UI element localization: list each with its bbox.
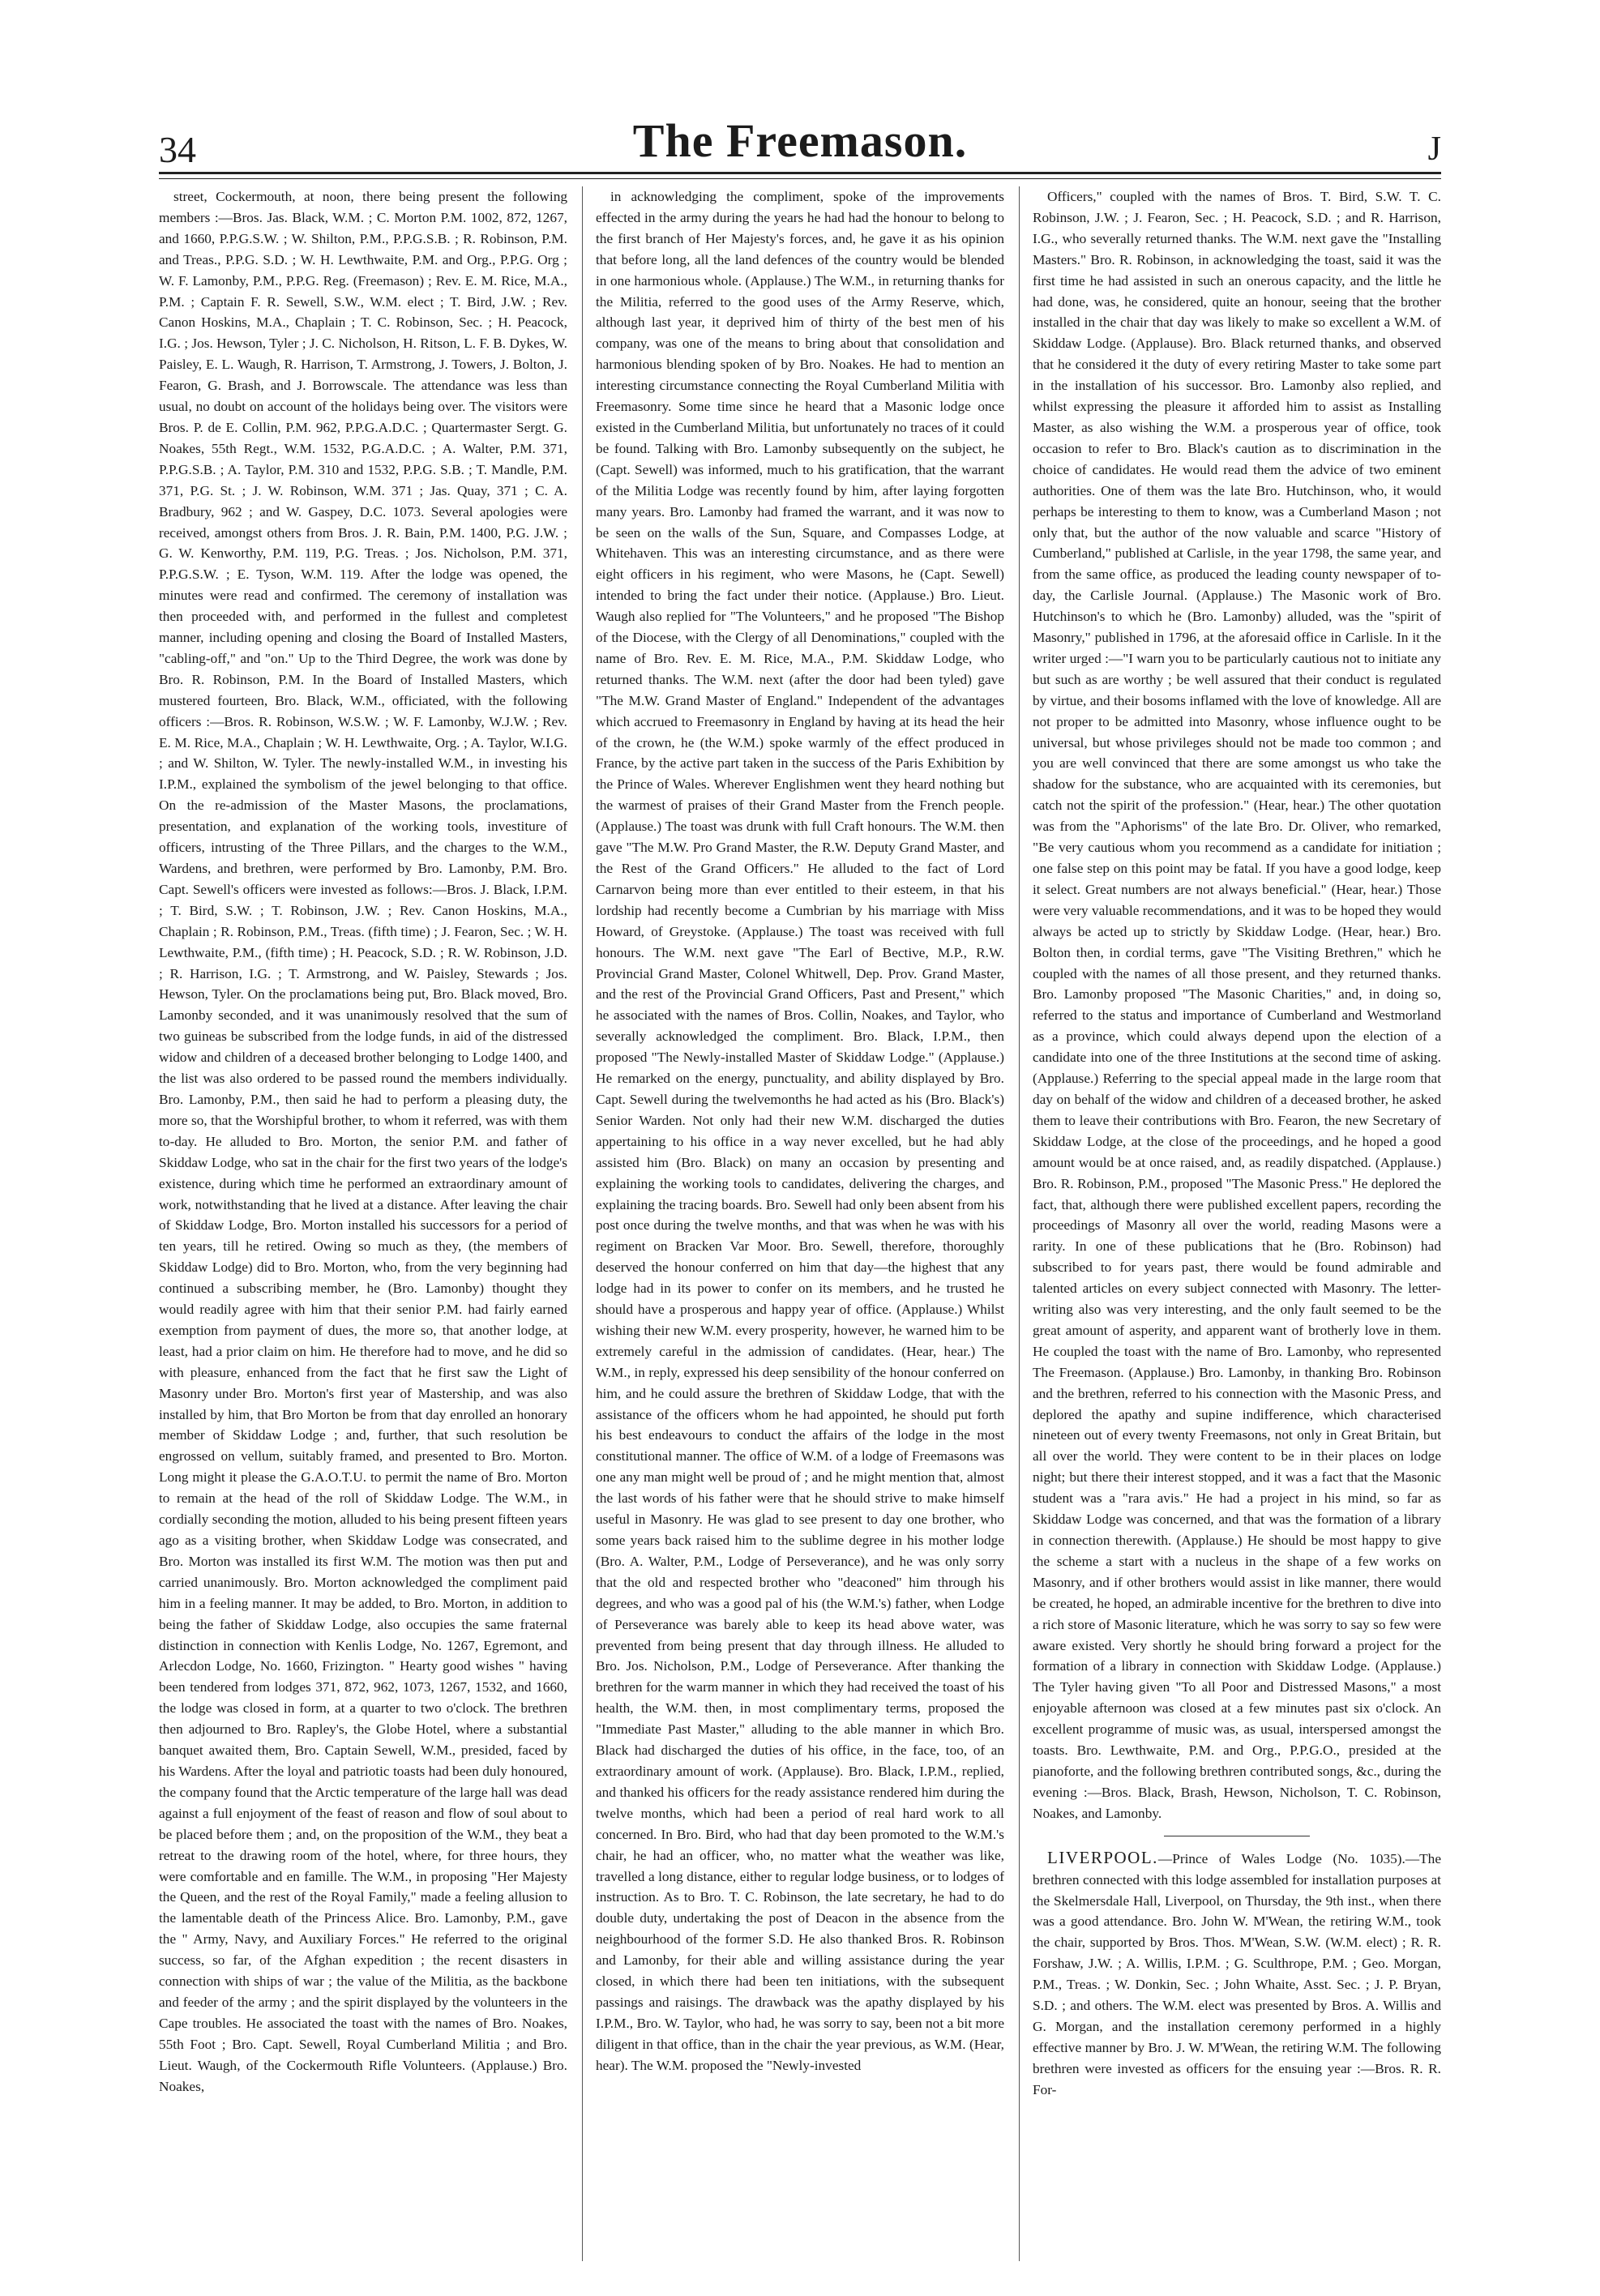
liverpool-paragraph xyxy=(1033,1848,1441,2101)
page-number: 34 xyxy=(159,129,196,170)
article-column-3 xyxy=(1033,186,1441,2261)
article-column-2 xyxy=(596,186,1004,2261)
month-mark: J xyxy=(1427,130,1441,168)
liverpool-report xyxy=(1033,1848,1441,2261)
column-2-text: in acknowledging the compliment, spoke of the improvements effected in the army during the years he had had the honour to belong to the first branch of Her Majesty's forces, and, he gave it as his opinion that before long, all the land defences of the country would be blended in one harmonious whole. (Applause.) The W.M., in returning thanks for the Militia, referred to the good uses of the Army Reserve, which, although last year, it deprived him of thirty of the best men of his company, was one of the means to bring about that consolidation and harmonious blending spoken of by Bro. Noakes. He had to mention an interesting circumstance connecting the Royal Cumberland Militia with Freemasonry. Some time since he heard that a Masonic lodge once existed in the Cumberland Militia, but unfortunately no traces of it could be found. Talking with Bro. Lamonby subsequently on the subject, he (Capt. Sewell) was informed, much to his gratification, that the warrant of the Militia Lodge was recently found by him, after laying forgotten many years. Bro. Lamonby had framed the warrant, and it was now to be seen on the walls of the Sun, Square, and Compasses Lodge, at Whitehaven. This was an interesting circumstance, and as there were eight officers in his regiment, who were Masons, he (Capt. Sewell) intended to bring the fact under their notice. (Applause.) Bro. Lieut. Waugh also replied for "The Volunteers," and he proposed "The Bishop of the Diocese, with the Clergy of all Denominations," coupled with the name of Bro. Rev. E. M. Rice, M.A., P.M. Skiddaw Lodge, who returned thanks. The W.M. next (after the door had been tyled) gave "The M.W. Grand Master of England." Independent of the advantages which accrued to Freemasonry in England by having at its head the heir of the crown, he (the W.M.) spoke warmly of the effect produced in France, by the active part taken in the success of the Paris Exhibition by the Prince of Wales. Wherever Englishmen went they heard nothing but the warmest of praises of their Grand Master from the French people. (Applause.) The toast was drunk with full Craft honours. The W.M. then gave "The M.W. Pro Grand Master, the R.W. Deputy Grand Master, and the Rest of the Grand Officers." He alluded to the fact of Lord Carnarvon being more than ever entitled to their esteem, in that his lordship had recently become a Cumbrian by his marriage with Miss Howard, of Greystoke. (Applause.) The toast was received with full honours. The W.M. next gave "The Earl of Bective, M.P., R.W. Provincial Grand Master, Colonel Whitwell, Dep. Prov. Grand Master, and the rest of the Provincial Grand Officers, Past and Present," which he associated with the names of Bros. Collin, Noakes, and Taylor, who severally acknowledged the compliment. Bro. Black, I.P.M., then proposed "The Newly-installed Master of Skiddaw Lodge." (Applause.) He remarked on the energy, punctuality, and ability displayed by Bro. Capt. Sewell during the twelvemonths he had acted as his (Bro. Black's) Senior Warden. Not only had their new W.M. discharged the duties appertaining to his office in a way never excelled, but he had ably assisted him (Bro. Black) on many an occasion by presenting and explaining the working tools to candidates, delivering the charges, and explaining the tracing boards. Bro. Sewell had only been absent from his post once during the twelve months, and that was when he was with his regiment on Bracken Var Moor. Bro. Sewell, therefore, thoroughly deserved the honour conferred on him that day—the highest that any lodge had in its power to confer on its members, and he trusted he should have a prosperous and happy year of office. (Applause.) Whilst wishing their new W.M. every prosperity, however, he warned him to be extremely careful in the admission of candidates. (Hear, hear.) The W.M., in reply, expressed his deep sensibility of the honour conferred on him, and he could assure the brethren of Skiddaw Lodge, that with the assistance of the officers whom he had appointed, he should put forth his best endeavours to conduct the affairs of the lodge in the most constitutional manner. The office of W.M. of a lodge of Freemasons was one any man might well be proud of ; and he might mention that, almost the last words of his father were that he should strive to make himself useful in Masonry. He was glad to see present to day one brother, who some years back raised him to the sublime degree in his mother lodge (Bro. A. Walter, P.M., Lodge of Perseverance), and he was only sorry that the old and respected brother who "deaconed" him through his degrees, and who was a good pal of his (the W.M.'s) father, when Lodge of Perseverance was barely able to keep its head above water, was prevented from being present that day through illness. He alluded to Bro. Jos. Nicholson, P.M., Lodge of Perseverance. After thanking the brethren for the warm manner in which they had received the toast of his health, the W.M. then, in most complimentary terms, proposed the "Immediate Past Master," alluding to the able manner in which Bro. Black had discharged the duties of his office, in the face, too, of an extraordinary amount of work. (Applause). Bro. Black, I.P.M., replied, and thanked his officers for the ready assistance rendered him during the twelve months, which had been a period of real hard work to all concerned. In Bro. Bird, who had that day been promoted to the W.M.'s chair, he had an officer, who, no matter what the weather was like, travelled a long distance, either to regular lodge business, or to lodges of instruction. As to Bro. T. C. Robinson, the late secretary, he had to do double duty, undertaking the post of Deacon in the absence from the neighbourhood of the former S.D. He also thanked Bros. R. Robinson and Lamonby, for their able and willing assistance during the year closed, in which there had been ten initiations, with the subsequent passings and raisings. The drawback was the apathy displayed by his I.P.M., Bro. W. Taylor, who had, he was sorry to say, been not a bit more diligent in that office, than in the chair the year previous, as W.M. (Hear, hear). The W.M. proposed the "Newly-invested xyxy=(596,189,1004,2073)
section-heading: LIVERPOOL. xyxy=(1047,1847,1158,1867)
newspaper-title: The Freemason. xyxy=(632,114,968,167)
section-subheading: —Prince of Wales Lodge xyxy=(1157,1850,1322,1866)
masthead-rule-thin xyxy=(159,178,1441,179)
masthead xyxy=(159,113,1441,170)
masthead-rule-thick xyxy=(159,172,1441,174)
column-3-text: Officers," coupled with the names of Bros. T. Bird, S.W. T. C. Robinson, J.W. ; J. Fearon, Sec. ; H. Peacock, S.D. ; and R. Harrison, I.G., who severally returned thanks. The W.M. next gave the "Installing Masters." Bro. R. Robinson, in acknowledging the toast, said it was the first time he had assisted in such an onerous capacity, and the little he had done, was, he considered, quite an honour, seeing that the brother installed in the chair that day was likely to make so excellent a W.M. of Skiddaw Lodge. (Applause). Bro. Black returned thanks, and observed that he considered it the duty of every retiring Master to take some part in the installation of his successor. Bro. Lamonby also replied, and whilst expressing the pleasure it afforded him to assist as Installing Master, as also wishing the W.M. a prosperous year of office, took occasion to refer to Bro. Black's caution as to discrimination in the choice of candidates. He would read them the advice of two eminent authorities. One of them was the late Bro. Hutchinson, who, it would perhaps be interesting to them to know, was a Cumberland Mason ; not only that, but the author of the now valuable and scarce "History of Cumberland," published at Carlisle, in the year 1798, the same year, and from the same office, as produced the leading county newspaper of to-day, the Carlisle Journal. (Applause.) The Masonic work of Bro. Hutchinson's to which he (Bro. Lamonby) alluded, was the "spirit of Masonry," published in 1796, at the aforesaid office in Carlisle. In it the writer urged :—"I warn you to be particularly cautious not to initiate any but such as are worthy ; be well assured that their conduct is regulated by virtue, and their bosoms inflamed with the love of knowledge. All are not proper to be admitted into Masonry, whose influence ought to be universal, but whose privileges should not be made too common ; and you are well convinced that there are some amongst us who take the shadow for the substance, who are acquainted with its ceremonies, but catch not the spirit of the profession." (Hear, hear.) The other quotation was from the "Aphorisms" of the late Bro. Dr. Oliver, who remarked, "Be very cautious whom you recommend as a candidate for initiation ; one false step on this point may be fatal. If you have a good lodge, keep it select. Great numbers are not always beneficial." (Hear, hear.) Those were very valuable recommendations, and it was to be hoped they would always be acted up to strictly by Skiddaw Lodge. (Hear, hear.) Bro. Bolton then, in cordial terms, gave "The Visiting Brethren," which he coupled with the names of all those present, and they returned thanks. Bro. Lamonby proposed "The Masonic Charities," and, in doing so, referred to the status and importance of Cumberland and Westmorland as a province, which could always depend upon the election of a candidate into one of the three Institutions at the second time of asking. (Applause.) Referring to the special appeal made in the large room that day on behalf of the widow and children of a deceased brother, he asked them to leave their contributions with Bro. Fearon, the new Secretary of Skiddaw Lodge, at the close of the proceedings, and he hoped a good amount would be at once raised, and, as readily dispatched. (Applause.) Bro. R. Robinson, P.M., proposed "The Masonic Press." He deplored the fact, that, although there were published excellent papers, recording the proceedings of Masonry all over the world, reading Masons were a rarity. In one of these publications that he (Bro. Robinson) had subscribed to for years past, there would be found admirable and talented articles on every subject connected with Masonry. The letter-writing also was very interesting, and the only fault seemed to be the great amount of asperity, and apparent want of brotherly love in them. He coupled the toast with the name of Bro. Lamonby, who represented The Freemason. (Applause.) Bro. Lamonby, in thanking Bro. Robinson and the brethren, referred to his connection with the Masonic Press, and deplored the apathy and supine indifference, which characterised nineteen out of every twenty Freemasons, not only in Great Britain, but all over the world. They were content to be in their places on lodge night; but there their interest stopped, and it was a fact that the Masonic student was a "rara avis." He had a project in his mind, so far as Skiddaw Lodge was concerned, and that was the formation of a library in connection therewith. (Applause.) He should be most happy to give the scheme a start with a nucleus in the shape of a few works on Masonry, and if other brothers would assist in like manner, there would be created, he hoped, an admirable incentive for the brethren to dive into a rich store of Masonic literature, which he was sorry to say so few were aware existed. Very shortly he should bring forward a project for the formation of a library in connection with Skiddaw Lodge. (Applause.) The Tyler having given "To all Poor and Distressed Masons," a most enjoyable afternoon was closed at a few minutes past six o'clock. An excellent programme of music was, as usual, interspersed amongst the toasts. Bro. Lewthwaite, P.M. and Org., P.P.G.O., presided at the pianoforte, and the following brethren contributed songs, &c., during the evening :—Bros. Black, Brash, Hewson, Nicholson, T. C. Robinson, Noakes, and Lamonby. xyxy=(1033,189,1441,1821)
column-1-text: street, Cockermouth, at noon, there being present the following members :—Bros. Jas. Black, W.M. ; C. Morton P.M. 1002, 872, 1267, and 1660, P.P.G.S.W. ; W. Shilton, P.M., P.P.G.S.B. ; R. Robinson, P.M. and Treas., P.P.G. S.D. ; W. H. Lewthwaite, P.M. and Org., P.P.G. Org ; W. F. Lamonby, P.M., P.P.G. Reg. (Freemason) ; Rev. E. M. Rice, M.A., P.M. ; Captain F. R. Sewell, S.W., W.M. elect ; T. Bird, J.W. ; Rev. Canon Hoskins, M.A., Chaplain ; T. C. Robinson, Sec. ; H. Peacock, I.G. ; Jos. Hewson, Tyler ; J. C. Nicholson, H. Ritson, L. F. B. Dykes, W. Paisley, E. L. Waugh, R. Harrison, T. Armstrong, J. Towers, J. Bolton, J. Fearon, G. Brash, and J. Borrowscale. The attendance was less than usual, no doubt on account of the holidays being over. The visitors were Bros. P. de E. Collin, P.M. 962, P.P.G.A.D.C. ; Quartermaster Sergt. G. Noakes, 55th Regt., W.M. 1532, P.G.A.D.C. ; A. Walter, P.M. 371, P.P.G.S.B. ; A. Taylor, P.M. 310 and 1532, P.P.G. S.B. ; T. Mandle, P.M. 371, P.G. St. ; J. W. Robinson, W.M. 371 ; Jas. Quay, 371 ; C. A. Bradbury, 962 ; and W. Gaspey, D.C. 1073. Several apologies were received, amongst others from Bros. J. R. Bain, P.M. 1400, P.G. J.W. ; G. W. Kenworthy, P.M. 119, P.G. Treas. ; Jos. Nicholson, P.M. 371, P.P.G.S.W. ; E. Tyson, W.M. 119. After the lodge was opened, the minutes were read and confirmed. The ceremony of installation was then proceeded with, and performed in the fullest and completest manner, including opening and closing the Board of Installed Masters, "cabling-off," and "on." Up to the Third Degree, the work was done by Bro. R. Robinson, P.M. In the Board of Installed Masters, which mustered fourteen, Bro. Black, W.M., officiated, with the following officers :—Bros. R. Robinson, W.S.W. ; W. F. Lamonby, W.J.W. ; Rev. E. M. Rice, M.A., Chaplain ; W. H. Lewthwaite, Org. ; A. Taylor, W.I.G. ; and W. Shilton, W. Tyler. The newly-installed W.M., in investing his I.P.M., explained the symbolism of the jewel belonging to that office. On the re-admission of the Master Masons, the proclamations, presentation, and explanation of the working tools, investiture of officers, intrusting of the Three Pillars, and the charges to the W.M., Wardens, and brethren, were performed by Bro. Lamonby, P.M. Bro. Capt. Sewell's officers were invested as follows:—Bros. J. Black, I.P.M. ; T. Bird, S.W. ; T. Robinson, J.W. ; Rev. Canon Hoskins, M.A., Chaplain ; R. Robinson, P.M., Treas. (fifth time) ; J. Fearon, Sec. ; W. H. Lewthwaite, P.M., (fifth time) ; H. Peacock, S.D. ; R. W. Robinson, J.D. ; R. Harrison, I.G. ; T. Armstrong, and W. Paisley, Stewards ; Jos. Hewson, Tyler. On the proclamations being put, Bro. Black moved, Bro. Lamonby seconded, and it was unanimously resolved that the sum of two guineas be subscribed from the lodge funds, in aid of the distressed widow and children of a deceased brother belonging to Lodge 1400, and the list was also ordered to be passed round the members individually. Bro. Lamonby, P.M., then said he had to perform a pleasing duty, the more so, that the Worshipful brother, to whom it referred, was with them to-day. He alluded to Bro. Morton, the senior P.M. and father of Skiddaw Lodge, who sat in the chair for the first two years of the lodge's existence, during which time he performed an extraordinary amount of work, notwithstanding that he lived at a distance. After leaving the chair of Skiddaw Lodge, Bro. Morton installed his successors for a period of ten years, till he retired. Owing so much as they, (the members of Skiddaw Lodge) did to Bro. Morton, who, from the very beginning had continued a subscribing member, he (Bro. Lamonby) thought they would readily agree with him that their senior P.M. had fairly earned exemption from payment of dues, the more so, that another lodge, at least, had a prior claim on him. He therefore had to move, and he did so with pleasure, enhanced from the fact that he first saw the Light of Masonry under Bro. Morton's first year of Mastership, and was also installed by him, that Bro Morton be from that day enrolled an honorary member of Skiddaw Lodge ; and, further, that such resolution be engrossed on vellum, suitably framed, and presented to Bro. Morton. Long might it please the G.A.O.T.U. to permit the name of Bro. Morton to remain at the head of the roll of Skiddaw Lodge. The W.M., in cordially seconding the motion, alluded to his being present fifteen years ago as a visiting brother, when Skiddaw Lodge was consecrated, and Bro. Morton was installed its first W.M. The motion was then put and carried unanimously. Bro. Morton acknowledged the compliment paid him in a feeling manner. It may be added, to Bro. Morton, in addition to being the father of Skiddaw Lodge, also occupies the same fraternal distinction in connection with Kenlis Lodge, No. 1267, Egremont, and Arlecdon Lodge, No. 1660, Frizington. " Hearty good wishes " having been tendered from lodges 371, 872, 962, 1073, 1267, 1532, and 1660, the lodge was closed in form, at a quarter to two o'clock. The brethren then adjourned to Bro. Rapley's, the Globe Hotel, where a substantial banquet awaited them, Bro. Captain Sewell, W.M., presided, faced by his Wardens. After the loyal and patriotic toasts had been duly honoured, the company found that the Arctic temperature of the large hall was dead against a full enjoyment of the feast of reason and flow of soul about to be placed before them ; and, on the proposition of the W.M., they beat a retreat to the drawing room of the hotel, where, for three hours, they were comfortable and en famille. The W.M., in proposing "Her Majesty the Queen, and the rest of the Royal Family," made a feeling allusion to the lamentable death of the Princess Alice. Bro. Lamonby, P.M., gave the " Army, Navy, and Auxiliary Forces." He referred to the original success, so far, of the Afghan expedition ; the recent disasters in connection with ships of war ; the value of the Militia, as the backbone and feeder of the army ; and the spirit displayed by the volunteers in the Cape troubles. He associated the toast with the names of Bro. Noakes, 55th Foot ; Bro. Capt. Sewell, Royal Cumberland Militia ; and Bro. Lieut. Waugh, of the Cockermouth Rifle Volunteers. (Applause.) Bro. Noakes, xyxy=(159,189,567,2094)
liverpool-text: (No. 1035).—The brethren connected with this lodge assembled for installation purposes at the Skelmersdale Hall, Liverpool, on Thursday, the 9th inst., when there was a good attendance. Bro. John W. M'Wean, the retiring W.M., took the chair, supported by Bros. Thos. M'Wean, S.W. (W.M. elect) ; R. R. Forshaw, J.W. ; A. Willis, I.P.M. ; G. Sculthrope, P.M. ; Geo. Morgan, P.M., Treas. ; W. Donkin, Sec. ; John Whaite, Asst. Sec. ; J. P. Bryan, S.D. ; and others. The W.M. elect was presented by Bros. A. Willis and G. Morgan, and the installation ceremony performed in a highly effective manner by Bro. J. W. M'Wean, the retiring W.M. The following brethren were invested as officers for the ensuing year :—Bros. R. R. For- xyxy=(1033,1850,1441,2097)
column-divider xyxy=(582,186,583,2261)
column-divider xyxy=(1019,186,1020,2261)
article-column-1 xyxy=(159,186,567,2261)
